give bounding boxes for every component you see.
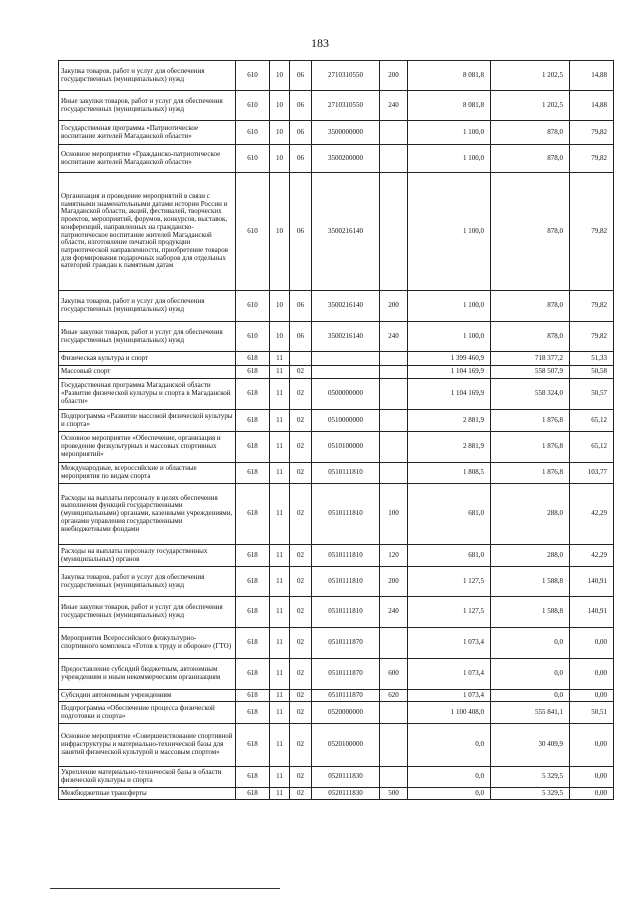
target-item-code: 2710310550 — [312, 61, 380, 91]
footer-divider — [50, 888, 280, 889]
table-row — [59, 291, 614, 322]
actual-amount: 30 409,9 — [491, 724, 570, 767]
table-row — [59, 659, 614, 690]
expense-type-code: 200 — [380, 567, 408, 597]
target-item-code: 0520100000 — [312, 724, 380, 767]
actual-amount: 5 329,5 — [491, 788, 570, 800]
ved-code: 618 — [236, 628, 270, 659]
expense-type-code: 200 — [380, 61, 408, 91]
item-name: Расходы на выплаты персоналу государственных (муниципальных) органов — [59, 545, 236, 567]
item-name: Международные, всероссийские и областные мероприятия по видам спорта — [59, 463, 236, 484]
execution-percent: 79,82 — [570, 173, 614, 291]
ved-code: 610 — [236, 91, 270, 121]
target-item-code: 0510111870 — [312, 690, 380, 702]
table-row — [59, 545, 614, 567]
actual-amount: 718 377,2 — [491, 352, 570, 366]
planned-amount: 0,0 — [408, 767, 491, 788]
ved-code: 610 — [236, 173, 270, 291]
table-row — [59, 724, 614, 767]
execution-percent: 42,29 — [570, 545, 614, 567]
item-name: Укрепление материально-технической базы в области физической культуры и спорта — [59, 767, 236, 788]
subsection-code: 02 — [290, 567, 312, 597]
execution-percent: 79,82 — [570, 145, 614, 173]
actual-amount: 878,0 — [491, 173, 570, 291]
execution-percent: 65,12 — [570, 432, 614, 463]
expense-type-code — [380, 121, 408, 145]
target-item-code: 0510100000 — [312, 432, 380, 463]
item-name: Основное мероприятие «Обеспечение, организация и проведение физкультурных и массовых спортивных мероприятий» — [59, 432, 236, 463]
section-code: 11 — [270, 724, 290, 767]
section-code: 11 — [270, 567, 290, 597]
section-code: 10 — [270, 322, 290, 352]
subsection-code: 02 — [290, 463, 312, 484]
item-name: Подпрограмма «Обеспечение процесса физической подготовки и спорта» — [59, 702, 236, 724]
expense-type-code — [380, 432, 408, 463]
section-code: 11 — [270, 690, 290, 702]
subsection-code: 02 — [290, 366, 312, 379]
item-name: Организация и проведение мероприятий в связи с памятными знаменательными датами истории России и Магаданской области, акций, фестивалей, творческих проектов, мероприятий, форумов, конкурсов, выставок, конференций, направленных на гражданско-патриотическое воспитание жителей Магаданской области, изготовление печатной продукции патриотической направленности, приобретение товаров для формирования подарочных наборов для отдельных категорий граждан к памятным датам — [59, 173, 236, 291]
actual-amount: 1 202,5 — [491, 91, 570, 121]
expense-type-code — [380, 145, 408, 173]
execution-percent: 14,88 — [570, 91, 614, 121]
section-code: 10 — [270, 61, 290, 91]
planned-amount: 1 127,5 — [408, 597, 491, 628]
execution-percent: 50,58 — [570, 366, 614, 379]
planned-amount: 1 073,4 — [408, 690, 491, 702]
subsection-code: 02 — [290, 788, 312, 800]
expense-type-code: 240 — [380, 91, 408, 121]
planned-amount: 2 881,9 — [408, 432, 491, 463]
ved-code: 618 — [236, 597, 270, 628]
execution-percent: 103,77 — [570, 463, 614, 484]
expense-type-code — [380, 173, 408, 291]
table-row — [59, 322, 614, 352]
section-code: 10 — [270, 291, 290, 322]
ved-code: 618 — [236, 767, 270, 788]
subsection-code: 02 — [290, 702, 312, 724]
item-name: Закупка товаров, работ и услуг для обеспечения государственных (муниципальных) нужд — [59, 61, 236, 91]
actual-amount: 1 588,8 — [491, 567, 570, 597]
execution-percent: 0,00 — [570, 767, 614, 788]
section-code: 11 — [270, 352, 290, 366]
section-code: 11 — [270, 767, 290, 788]
item-name: Закупка товаров, работ и услуг для обеспечения государственных (муниципальных) нужд — [59, 567, 236, 597]
table-row — [59, 463, 614, 484]
subsection-code: 06 — [290, 91, 312, 121]
ved-code: 610 — [236, 322, 270, 352]
ved-code: 618 — [236, 702, 270, 724]
actual-amount: 288,0 — [491, 545, 570, 567]
ved-code: 610 — [236, 145, 270, 173]
table-row — [59, 767, 614, 788]
target-item-code: 0510111810 — [312, 545, 380, 567]
item-name: Государственная программа Магаданской области «Развитие физической культуры и спорта в Магаданской области» — [59, 379, 236, 410]
ved-code: 618 — [236, 463, 270, 484]
subsection-code: 02 — [290, 379, 312, 410]
actual-amount: 1 876,8 — [491, 410, 570, 432]
table-row — [59, 788, 614, 800]
section-code: 11 — [270, 659, 290, 690]
ved-code: 610 — [236, 61, 270, 91]
item-name: Межбюджетные трансферты — [59, 788, 236, 800]
ved-code: 610 — [236, 121, 270, 145]
section-code: 11 — [270, 702, 290, 724]
expense-type-code: 200 — [380, 291, 408, 322]
subsection-code: 06 — [290, 61, 312, 91]
ved-code: 618 — [236, 724, 270, 767]
expense-type-code: 620 — [380, 690, 408, 702]
page-number: 183 — [311, 36, 329, 50]
item-name: Иные закупки товаров, работ и услуг для обеспечения государственных (муниципальных) нужд — [59, 91, 236, 121]
planned-amount: 1 073,4 — [408, 628, 491, 659]
table-row — [59, 690, 614, 702]
planned-amount: 1 100,0 — [408, 121, 491, 145]
expense-type-code — [380, 379, 408, 410]
expense-type-code — [380, 410, 408, 432]
planned-amount: 1 127,5 — [408, 567, 491, 597]
section-code: 11 — [270, 410, 290, 432]
expense-type-code: 120 — [380, 545, 408, 567]
actual-amount: 1 588,8 — [491, 597, 570, 628]
target-item-code: 0520111830 — [312, 788, 380, 800]
planned-amount: 1 808,5 — [408, 463, 491, 484]
ved-code: 610 — [236, 291, 270, 322]
planned-amount: 1 104 169,9 — [408, 366, 491, 379]
table-row — [59, 432, 614, 463]
section-code: 11 — [270, 366, 290, 379]
table-row — [59, 597, 614, 628]
planned-amount: 0,0 — [408, 788, 491, 800]
target-item-code: 0510111870 — [312, 659, 380, 690]
table-row — [59, 91, 614, 121]
execution-percent: 0,00 — [570, 690, 614, 702]
item-name: Иные закупки товаров, работ и услуг для обеспечения государственных (муниципальных) нужд — [59, 322, 236, 352]
actual-amount: 555 841,1 — [491, 702, 570, 724]
section-code: 10 — [270, 145, 290, 173]
actual-amount: 0,0 — [491, 690, 570, 702]
ved-code: 618 — [236, 366, 270, 379]
table-row — [59, 173, 614, 291]
actual-amount: 878,0 — [491, 145, 570, 173]
table-row — [59, 702, 614, 724]
ved-code: 618 — [236, 659, 270, 690]
subsection-code: 02 — [290, 432, 312, 463]
section-code: 10 — [270, 121, 290, 145]
target-item-code: 0520000000 — [312, 702, 380, 724]
actual-amount: 1 876,8 — [491, 463, 570, 484]
expense-type-code — [380, 702, 408, 724]
subsection-code: 02 — [290, 690, 312, 702]
execution-percent: 0,00 — [570, 628, 614, 659]
target-item-code: 0520111830 — [312, 767, 380, 788]
item-name: Государственная программа «Патриотическое воспитание жителей Магаданской области» — [59, 121, 236, 145]
planned-amount: 1 100,0 — [408, 173, 491, 291]
target-item-code: 3500216140 — [312, 291, 380, 322]
section-code: 11 — [270, 484, 290, 545]
target-item-code: 0500000000 — [312, 379, 380, 410]
planned-amount: 1 100,0 — [408, 145, 491, 173]
planned-amount: 8 081,8 — [408, 61, 491, 91]
planned-amount: 1 100,0 — [408, 291, 491, 322]
execution-percent: 14,88 — [570, 61, 614, 91]
expense-type-code: 240 — [380, 597, 408, 628]
subsection-code: 06 — [290, 291, 312, 322]
target-item-code: 0510111870 — [312, 628, 380, 659]
execution-percent: 50,51 — [570, 702, 614, 724]
budget-table — [58, 60, 614, 800]
item-name: Основное мероприятие «Совершенствование спортивной инфраструктуры и материально-технической базы для занятий физической культурой и массовым спортом» — [59, 724, 236, 767]
subsection-code: 02 — [290, 410, 312, 432]
planned-amount: 1 399 460,9 — [408, 352, 491, 366]
section-code: 11 — [270, 463, 290, 484]
execution-percent: 65,12 — [570, 410, 614, 432]
execution-percent: 0,00 — [570, 724, 614, 767]
table-row — [59, 484, 614, 545]
actual-amount: 0,0 — [491, 628, 570, 659]
section-code: 11 — [270, 597, 290, 628]
expense-type-code — [380, 366, 408, 379]
planned-amount: 1 104 169,9 — [408, 379, 491, 410]
expense-type-code: 240 — [380, 322, 408, 352]
subsection-code: 02 — [290, 659, 312, 690]
ved-code: 618 — [236, 410, 270, 432]
planned-amount: 681,0 — [408, 484, 491, 545]
actual-amount: 1 202,5 — [491, 61, 570, 91]
planned-amount: 0,0 — [408, 724, 491, 767]
expense-type-code — [380, 724, 408, 767]
execution-percent: 50,57 — [570, 379, 614, 410]
ved-code: 618 — [236, 690, 270, 702]
execution-percent: 0,00 — [570, 659, 614, 690]
planned-amount: 8 081,8 — [408, 91, 491, 121]
subsection-code: 02 — [290, 484, 312, 545]
item-name: Закупка товаров, работ и услуг для обеспечения государственных (муниципальных) нужд — [59, 291, 236, 322]
subsection-code: 06 — [290, 322, 312, 352]
expense-type-code: 500 — [380, 788, 408, 800]
item-name: Мероприятия Всероссийского физкультурно-спортивного комплекса «Готов к труду и обороне» (ГТО) — [59, 628, 236, 659]
planned-amount: 1 100,0 — [408, 322, 491, 352]
execution-percent: 140,91 — [570, 597, 614, 628]
planned-amount: 2 881,9 — [408, 410, 491, 432]
planned-amount: 681,0 — [408, 545, 491, 567]
table-row — [59, 366, 614, 379]
actual-amount: 0,0 — [491, 659, 570, 690]
subsection-code: 06 — [290, 121, 312, 145]
table-row — [59, 410, 614, 432]
expense-type-code — [380, 628, 408, 659]
table-row — [59, 352, 614, 366]
item-name: Подпрограмма «Развитие массовой физической культуры и спорта» — [59, 410, 236, 432]
ved-code: 618 — [236, 352, 270, 366]
table-row — [59, 628, 614, 659]
target-item-code: 0510111810 — [312, 463, 380, 484]
actual-amount: 878,0 — [491, 322, 570, 352]
item-name: Субсидии автономным учреждениям — [59, 690, 236, 702]
expense-type-code — [380, 463, 408, 484]
expense-type-code — [380, 352, 408, 366]
ved-code: 618 — [236, 379, 270, 410]
planned-amount: 1 073,4 — [408, 659, 491, 690]
section-code: 11 — [270, 432, 290, 463]
ved-code: 618 — [236, 484, 270, 545]
execution-percent: 79,82 — [570, 291, 614, 322]
item-name: Иные закупки товаров, работ и услуг для обеспечения государственных (муниципальных) нужд — [59, 597, 236, 628]
ved-code: 618 — [236, 545, 270, 567]
item-name: Предоставление субсидий бюджетным, автономным учреждениям и иным некоммерческим организациям — [59, 659, 236, 690]
ved-code: 618 — [236, 567, 270, 597]
target-item-code — [312, 352, 380, 366]
expense-type-code — [380, 767, 408, 788]
item-name: Массовый спорт — [59, 366, 236, 379]
target-item-code — [312, 366, 380, 379]
section-code: 10 — [270, 91, 290, 121]
item-name: Основное мероприятие «Гражданско-патриотическое воспитание жителей Магаданской области» — [59, 145, 236, 173]
table-row — [59, 145, 614, 173]
target-item-code: 3500216140 — [312, 173, 380, 291]
section-code: 11 — [270, 545, 290, 567]
target-item-code: 0510111810 — [312, 484, 380, 545]
expense-type-code: 100 — [380, 484, 408, 545]
subsection-code: 02 — [290, 628, 312, 659]
section-code: 11 — [270, 379, 290, 410]
subsection-code: 02 — [290, 724, 312, 767]
subsection-code: 02 — [290, 545, 312, 567]
actual-amount: 5 329,5 — [491, 767, 570, 788]
table-row — [59, 567, 614, 597]
target-item-code: 3500000000 — [312, 121, 380, 145]
section-code: 11 — [270, 628, 290, 659]
target-item-code: 2710310550 — [312, 91, 380, 121]
target-item-code: 0510000000 — [312, 410, 380, 432]
target-item-code: 0510111810 — [312, 567, 380, 597]
target-item-code: 0510111810 — [312, 597, 380, 628]
actual-amount: 558 324,0 — [491, 379, 570, 410]
item-name: Физическая культура и спорт — [59, 352, 236, 366]
ved-code: 618 — [236, 788, 270, 800]
execution-percent: 140,91 — [570, 567, 614, 597]
table-row — [59, 61, 614, 91]
execution-percent: 51,33 — [570, 352, 614, 366]
subsection-code: 06 — [290, 173, 312, 291]
actual-amount: 1 876,8 — [491, 432, 570, 463]
table-row — [59, 379, 614, 410]
actual-amount: 878,0 — [491, 291, 570, 322]
execution-percent: 79,82 — [570, 322, 614, 352]
target-item-code: 3500200000 — [312, 145, 380, 173]
subsection-code: 02 — [290, 597, 312, 628]
subsection-code: 06 — [290, 145, 312, 173]
table-row — [59, 121, 614, 145]
actual-amount: 288,0 — [491, 484, 570, 545]
subsection-code — [290, 352, 312, 366]
section-code: 10 — [270, 173, 290, 291]
actual-amount: 878,0 — [491, 121, 570, 145]
planned-amount: 1 100 408,0 — [408, 702, 491, 724]
target-item-code: 3500216140 — [312, 322, 380, 352]
execution-percent: 42,29 — [570, 484, 614, 545]
ved-code: 618 — [236, 432, 270, 463]
actual-amount: 558 507,9 — [491, 366, 570, 379]
expense-type-code: 600 — [380, 659, 408, 690]
item-name: Расходы на выплаты персоналу в целях обеспечения выполнения функций государственными (муниципальными) органами, казенными учреждениями, органами управления государственными внебюджетными фондами — [59, 484, 236, 545]
execution-percent: 0,00 — [570, 788, 614, 800]
execution-percent: 79,82 — [570, 121, 614, 145]
subsection-code: 02 — [290, 767, 312, 788]
section-code: 11 — [270, 788, 290, 800]
